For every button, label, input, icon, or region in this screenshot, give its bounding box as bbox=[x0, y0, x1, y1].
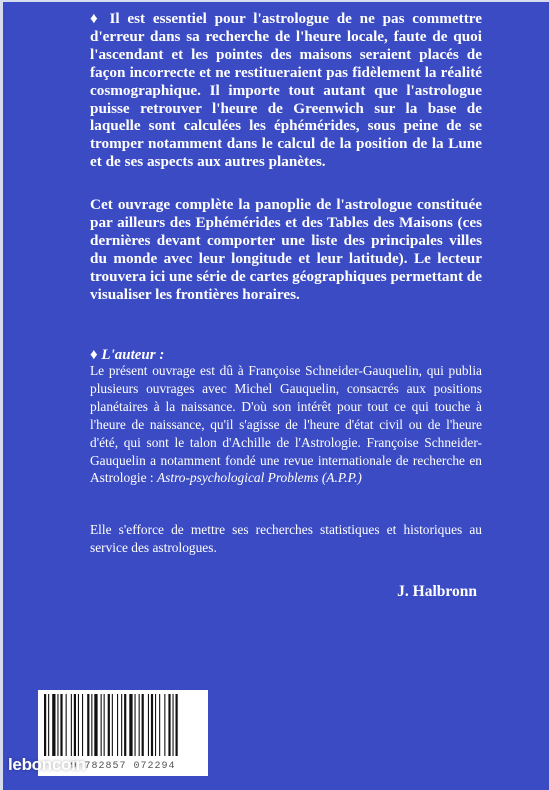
author-text: Le présent ouvrage est dû à Françoise Schneider-Gauquelin, qui publia plusieurs ouvrages avec Michel Gauquelin, consacrés aux positions planétaires à la naissance. D'où son intérêt pour tout ce qui touche à l'heure de naissance, qu'il s'agisse de l'heure d'état civil ou de l'heure d'été, qui sont le talon d'Achille de l'Astrologie. Françoise Schneider-Gauquelin a notamment fondé une revue internationale de recherche en Astrologie : bbox=[90, 363, 482, 486]
description-paragraph-2: Cet ouvrage complète la panoplie de l'astrologue constituée par ailleurs des Ephémérides et des Tables des Maisons (ces dernières devant comporter une liste des principales villes du monde avec leur longitude et leur latitude). Le lecteur trouvera ici une série de cartes géographiques permettant de visualiser les frontières horaires. bbox=[90, 196, 482, 303]
author-paragraph-2: Elle s'efforce de mettre ses recherches statistiques et historiques au service des astrologues. bbox=[90, 522, 482, 555]
isbn-number: 9 782857 072294 bbox=[38, 758, 208, 776]
barcode bbox=[38, 690, 208, 760]
signature: J. Halbronn bbox=[397, 583, 477, 600]
journal-title: Astro-psychological Problems (A.P.P.) bbox=[156, 470, 362, 486]
cover-edge-top bbox=[0, 0, 549, 2]
author-paragraph bbox=[90, 362, 482, 487]
barcode-bars bbox=[38, 690, 208, 760]
author-heading: ♦ L'auteur : bbox=[90, 347, 165, 363]
cover-edge-left bbox=[0, 0, 3, 790]
leboncoin-watermark: leboncoin bbox=[8, 755, 86, 774]
description-paragraph-1: ♦ Il est essentiel pour l'astrologue de ne pas commettre d'erreur dans sa recherche de l'heure locale, faute de quoi l'ascendant et les pointes des maisons seraient placés de façon incorrecte et ne restitueraient pas fidèlement la réalité cosmographique. Il importe tout autant que l'astrologue puisse retrouver l'heure de Greenwich sur la base de laquelle sont calculées les éphémérides, sous peine de se tromper notamment dans le calcul de la position de la Lune et de ses aspects aux autres planètes. bbox=[90, 10, 482, 171]
